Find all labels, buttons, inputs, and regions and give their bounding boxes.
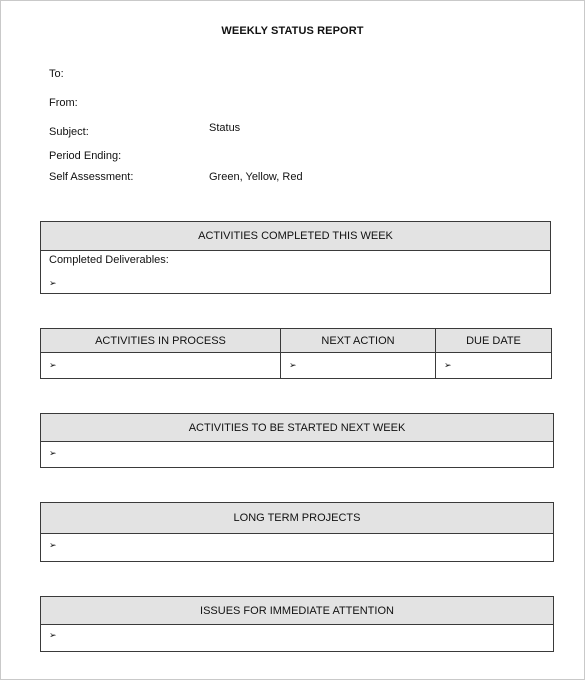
issues-bullet: ➢ [49, 630, 57, 640]
in-process-section [40, 328, 552, 379]
to-label: To: [49, 68, 64, 80]
subject-value: Status [209, 122, 241, 134]
next-action-header: NEXT ACTION [281, 329, 435, 353]
self-assessment-label: Self Assessment: [49, 171, 134, 183]
activities-in-process-bullet: ➢ [49, 360, 57, 370]
completed-bullet: ➢ [49, 278, 57, 288]
activities-in-process-header: ACTIVITIES IN PROCESS [41, 329, 280, 353]
next-action-column [281, 329, 436, 378]
next-week-section [40, 413, 554, 468]
next-week-bullet: ➢ [49, 448, 57, 458]
long-term-header: LONG TERM PROJECTS [41, 503, 553, 534]
due-date-bullet: ➢ [444, 360, 452, 370]
due-date-header: DUE DATE [436, 329, 551, 353]
from-label: From: [49, 97, 78, 109]
issues-header: ISSUES FOR IMMEDIATE ATTENTION [41, 597, 553, 625]
subject-label: Subject: [49, 126, 89, 138]
issues-section [40, 596, 554, 652]
completed-section [40, 221, 551, 294]
next-action-bullet: ➢ [289, 360, 297, 370]
completed-deliverables-label: Completed Deliverables: [49, 254, 169, 266]
completed-header: ACTIVITIES COMPLETED THIS WEEK [41, 222, 550, 251]
activities-in-process-column [41, 329, 281, 378]
long-term-bullet: ➢ [49, 540, 57, 550]
report-title: WEEKLY STATUS REPORT [221, 25, 364, 37]
self-assessment-value: Green, Yellow, Red [209, 171, 303, 183]
due-date-column [436, 329, 551, 378]
period-ending-label: Period Ending: [49, 150, 122, 162]
next-week-header: ACTIVITIES TO BE STARTED NEXT WEEK [41, 414, 553, 442]
long-term-section [40, 502, 554, 562]
